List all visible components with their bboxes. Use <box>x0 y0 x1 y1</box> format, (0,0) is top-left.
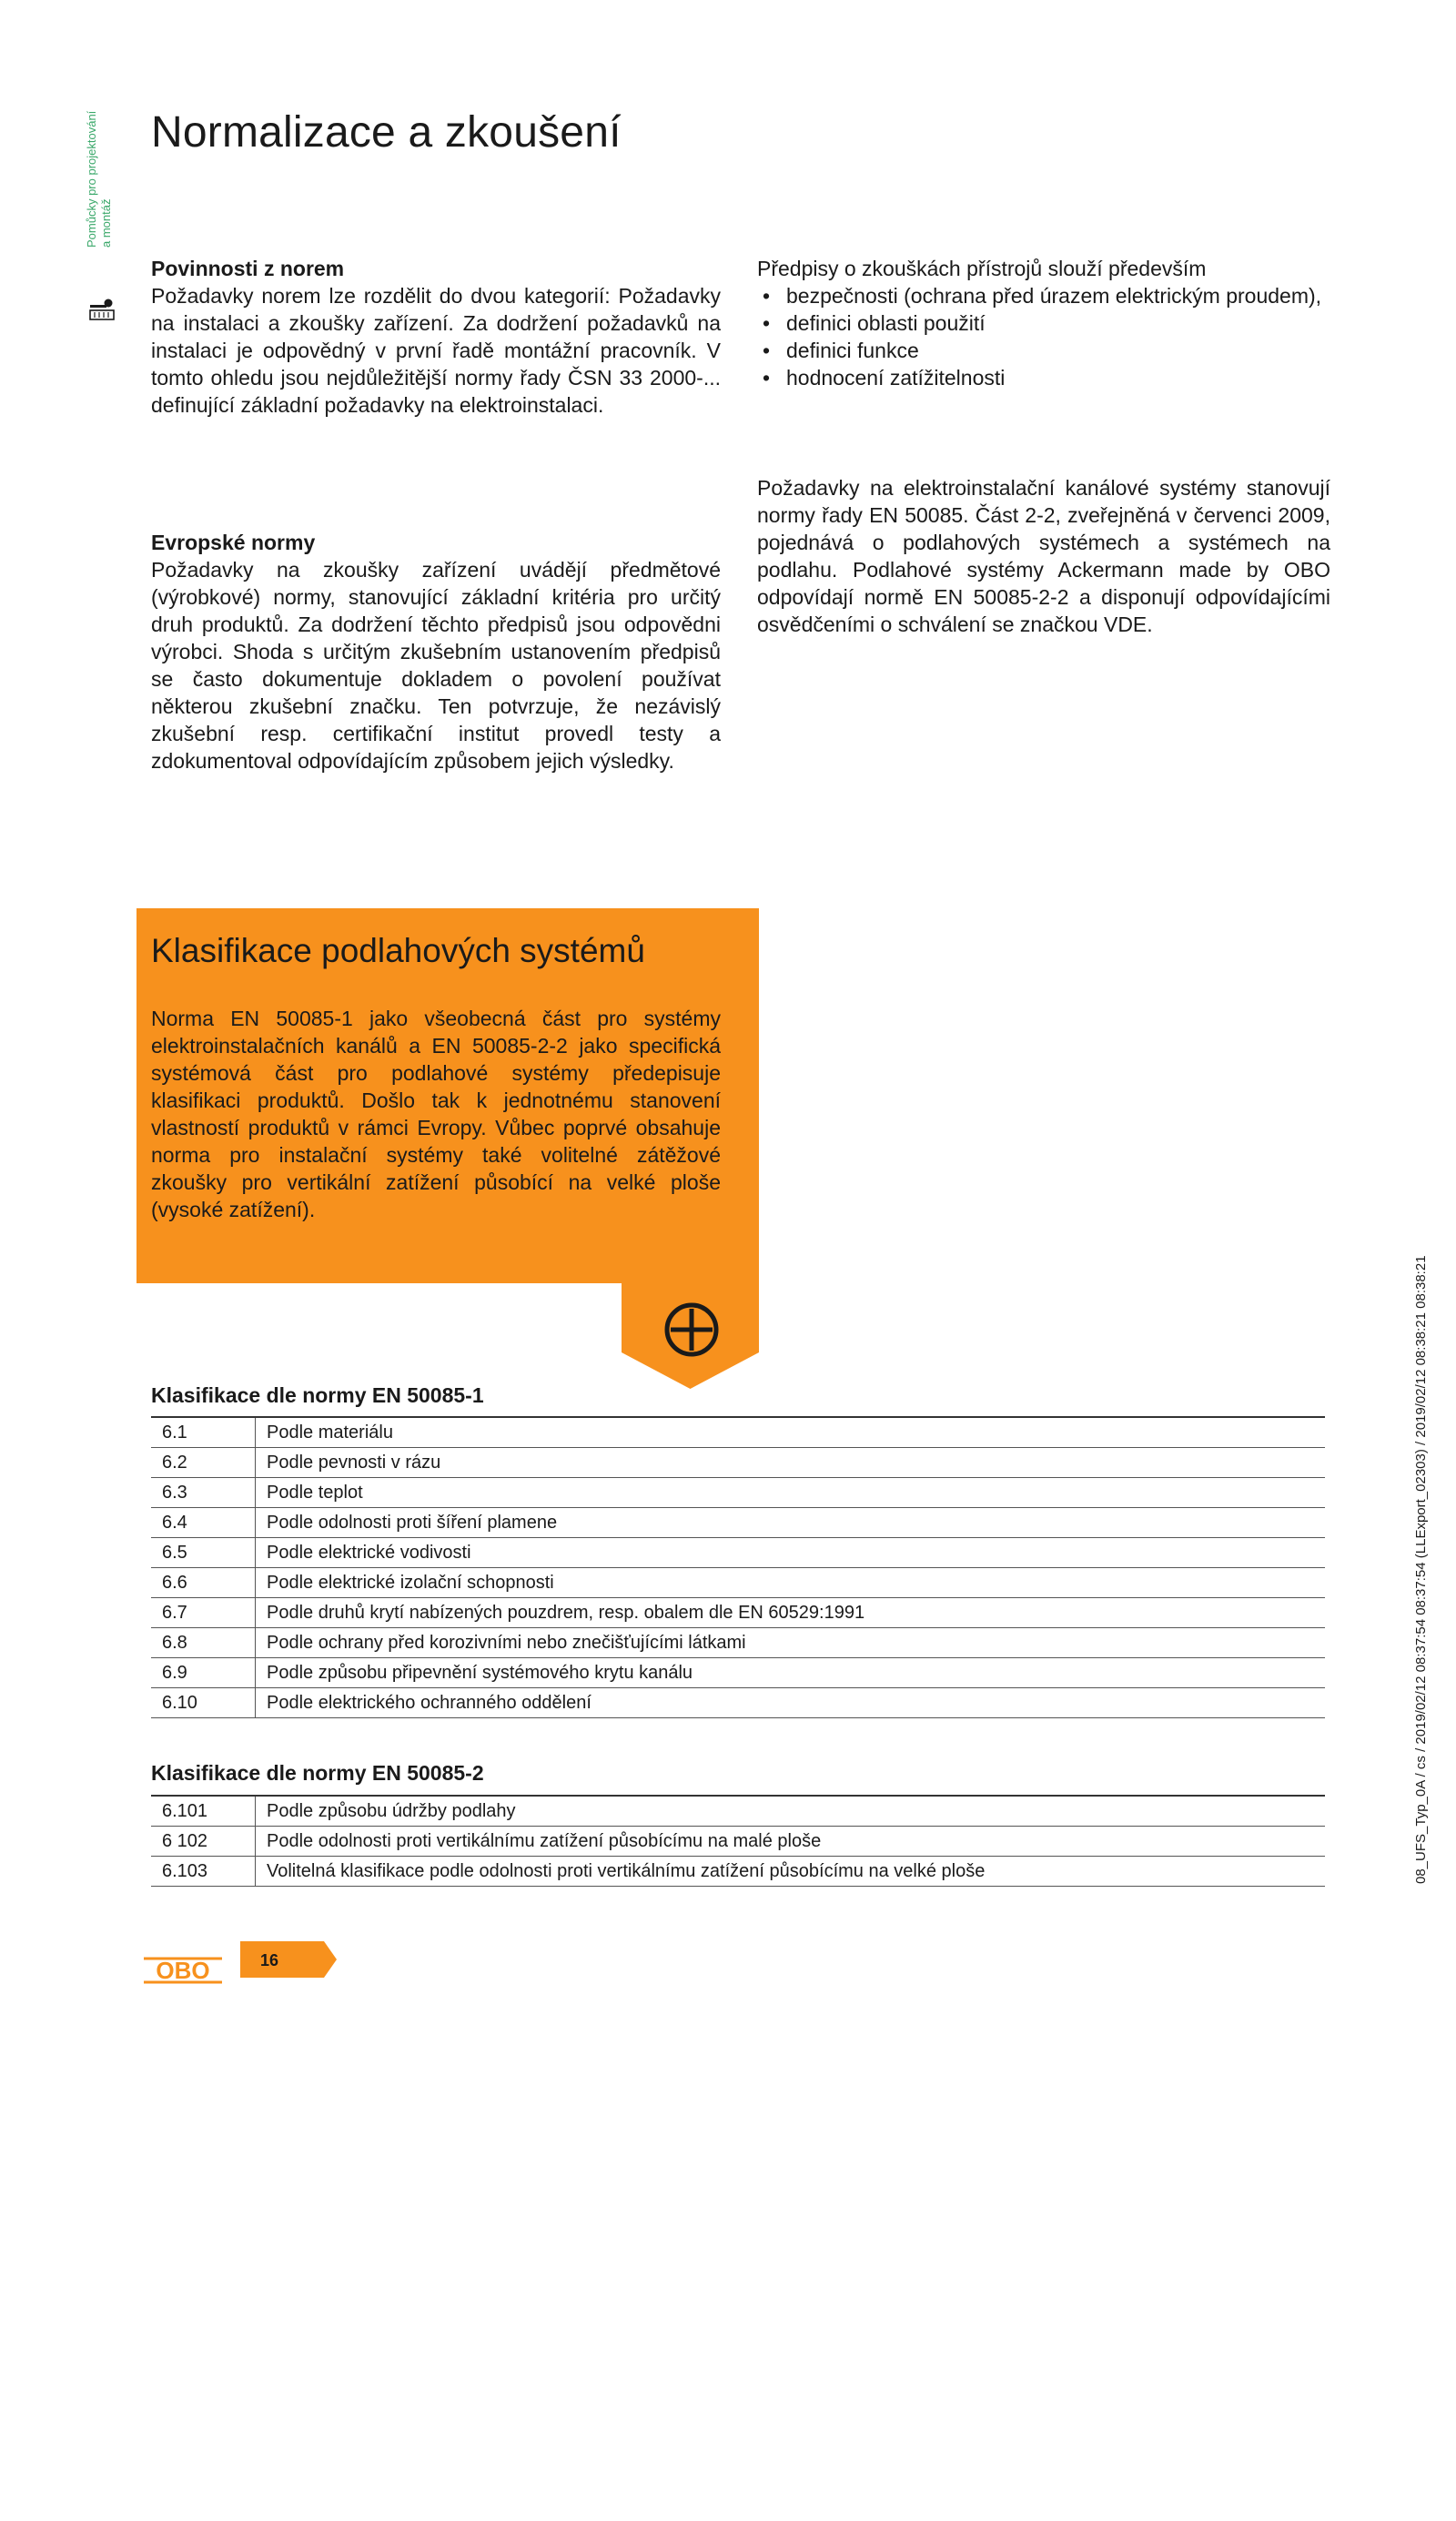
row-number: 6.3 <box>151 1478 256 1508</box>
obo-logo <box>144 1955 222 1986</box>
row-number: 6.9 <box>151 1658 256 1688</box>
row-number: 6.101 <box>151 1796 256 1827</box>
row-number: 6.10 <box>151 1688 256 1718</box>
en50085-text: Požadavky na elektroinstalační kanálové systémy stanovují normy řady EN 50085. Část 2-2, zveřejněná v červenci 2009, pojednává o podlahových systémech a systémech na podlahu. Podlahové systémy Ackermann made by OBO odpovídají normě EN 50085-2-2 a disponují odpovídajícími osvědčeními o schválení se značkou VDE. <box>757 476 1330 636</box>
highlight-box-title: Klasifikace podlahových systémů <box>151 932 645 969</box>
section-heading-european-norms: Evropské normy <box>151 531 316 554</box>
section-text-european-norms: Požadavky na zkoušky zařízení uvádějí předmětové (výrobkové) normy, stanovující základní kritéria pro určitý druh produktů. Za dodržení těchto předpisů jsou odpovědni výrobci. Shoda s určitým zkušebním ustanovením předpisů se často dokumentuje dokladem o povolení používat některou zkušební značku. Ten potvrzuje, že nezávislý zkušební resp. certifikační institut provedl testy a zdokumentoval odpovídajícím způsobem jejich výsledky. <box>151 558 721 773</box>
table-row <box>151 1417 1325 1448</box>
page-title: Normalizace a zkoušení <box>151 108 622 157</box>
row-number: 6.8 <box>151 1628 256 1658</box>
row-number: 6.103 <box>151 1857 256 1887</box>
side-running-label <box>85 66 116 248</box>
table-row <box>151 1568 1325 1598</box>
row-number: 6.5 <box>151 1538 256 1568</box>
table-row <box>151 1658 1325 1688</box>
table-row <box>151 1478 1325 1508</box>
section-obligations <box>151 255 721 419</box>
row-label: Podle odolnosti proti vertikálnímu zatížení působícímu na malé ploše <box>256 1827 1326 1857</box>
logo-text: OBO <box>156 1957 210 1984</box>
table1-title: Klasifikace dle normy EN 50085-1 <box>151 1383 484 1407</box>
row-number: 6.7 <box>151 1598 256 1628</box>
test-regulations-intro: Předpisy o zkouškách přístrojů slouží především <box>757 257 1207 280</box>
table-row <box>151 1796 1325 1827</box>
row-label: Volitelná klasifikace podle odolnosti proti vertikálnímu zatížení působícímu na velké ploše <box>256 1857 1326 1887</box>
classification-table-2 <box>151 1795 1325 1887</box>
table-row <box>151 1688 1325 1718</box>
table-row <box>151 1448 1325 1478</box>
classification-table-1 <box>151 1416 1325 1718</box>
section-en50085 <box>757 474 1330 638</box>
table-row <box>151 1508 1325 1538</box>
row-label: Podle druhů krytí nabízených pouzdrem, resp. obalem dle EN 60529:1991 <box>256 1598 1326 1628</box>
list-item: • definici oblasti použití <box>757 309 1330 337</box>
test-regulations-list <box>757 282 1330 391</box>
row-label: Podle odolnosti proti šíření plamene <box>256 1508 1326 1538</box>
row-label: Podle elektrické vodivosti <box>256 1538 1326 1568</box>
table-row <box>151 1538 1325 1568</box>
print-metadata <box>1412 1255 1443 2521</box>
circled-plus-icon <box>622 1281 759 1389</box>
row-label: Podle elektrické izolační schopnosti <box>256 1568 1326 1598</box>
row-number: 6.1 <box>151 1417 256 1448</box>
row-number: 6.4 <box>151 1508 256 1538</box>
print-metadata-text: 08_UFS_Typ_0A / cs / 2019/02/12 08:37:54 08:37:54 (LLExport_02303) / 2019/02/12 08:38:21 08:38:21 <box>1413 1255 1429 1884</box>
table2-title: Klasifikace dle normy EN 50085-2 <box>151 1761 484 1785</box>
row-label: Podle pevnosti v rázu <box>256 1448 1326 1478</box>
row-number: 6 102 <box>151 1827 256 1857</box>
row-label: Podle způsobu údržby podlahy <box>256 1796 1326 1827</box>
row-number: 6.2 <box>151 1448 256 1478</box>
tools-icon <box>88 297 117 322</box>
page-number: 16 <box>259 1951 279 1969</box>
side-label-line1: Pomůcky pro projektování <box>85 110 98 248</box>
list-item: • bezpečnosti (ochrana před úrazem elektrickým proudem), <box>757 282 1330 309</box>
list-item: • definici funkce <box>757 337 1330 364</box>
highlight-box <box>136 908 759 1283</box>
side-label-line2: a montáž <box>99 198 113 248</box>
row-label: Podle teplot <box>256 1478 1326 1508</box>
section-test-regulations <box>757 255 1330 391</box>
table-row <box>151 1628 1325 1658</box>
row-number: 6.6 <box>151 1568 256 1598</box>
section-text-obligations: Požadavky norem lze rozdělit do dvou kategorií: Požadavky na instalaci a zkoušky zařízení. Za dodržení požadavků na instalaci je odpovědný v první řadě montážní pracovník. V tomto ohledu jsou nejdůležitější normy řady ČSN 33 2000-... definující základní požadavky na elektroinstalaci. <box>151 284 721 417</box>
row-label: Podle materiálu <box>256 1417 1326 1448</box>
section-heading-obligations: Povinnosti z norem <box>151 257 345 280</box>
list-item: • hodnocení zatížitelnosti <box>757 364 1330 391</box>
table-row <box>151 1598 1325 1628</box>
highlight-box-text: Norma EN 50085-1 jako všeobecná část pro systémy elektroinstalačních kanálů a EN 50085-2-2 jako specifická systémová část pro podlahové systémy předepisuje klasifikaci produktů. Došlo tak k jednotnému stanovení vlastností produktů v rámci Evropy. Vůbec poprvé obsahuje norma pro instalační systémy také volitelné zátěžové zkoušky pro vertikální zatížení působící na velké ploše (vysoké zatížení). <box>151 1007 721 1221</box>
row-label: Podle elektrického ochranného oddělení <box>256 1688 1326 1718</box>
page-number-tab <box>240 1941 337 1978</box>
table-row <box>151 1857 1325 1887</box>
section-european-norms <box>151 529 721 775</box>
table-row <box>151 1827 1325 1857</box>
row-label: Podle ochrany před korozivními nebo znečišťujícími látkami <box>256 1628 1326 1658</box>
row-label: Podle způsobu připevnění systémového krytu kanálu <box>256 1658 1326 1688</box>
